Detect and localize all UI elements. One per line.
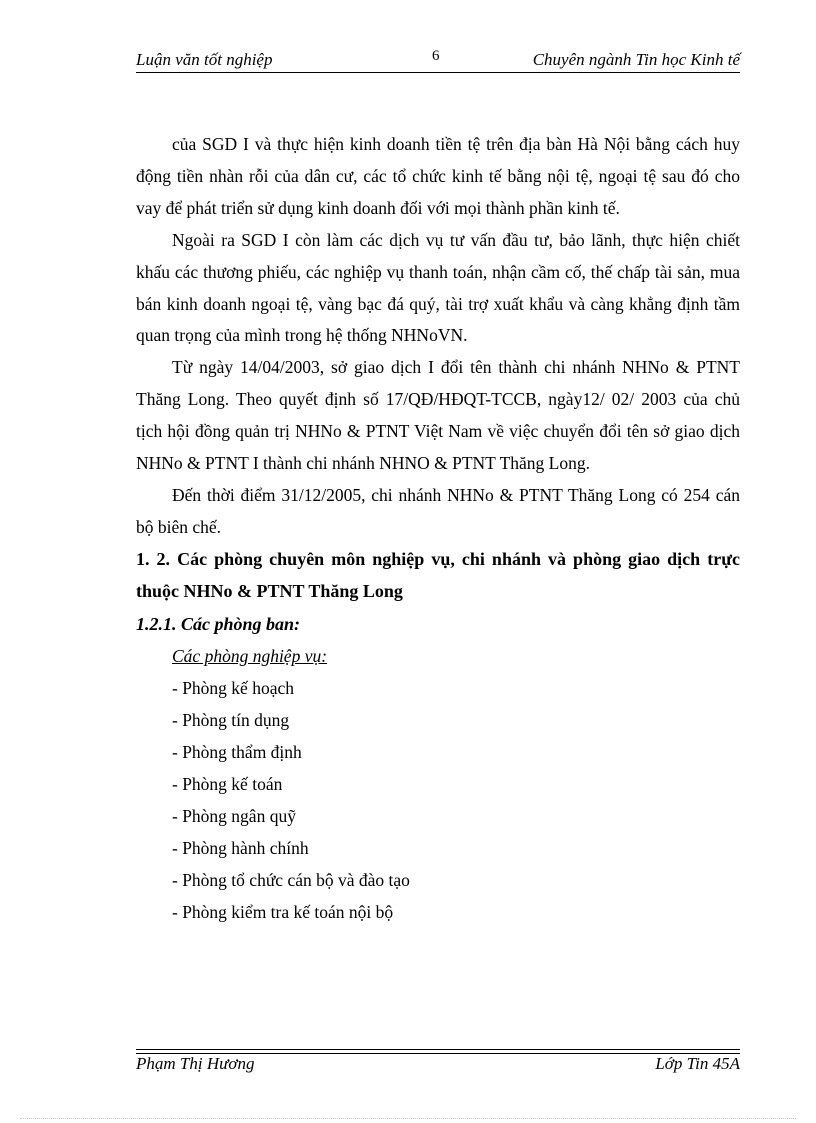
list-item: - Phòng hành chính — [172, 837, 309, 858]
paragraph-2: Ngoài ra SGD I còn làm các dịch vụ tư vấn đầu tư, bảo lãnh, thực hiện chiết khấu các thương phiếu, các nghiệp vụ thanh toán, nhận cầm cố, thế chấp tài sản, mua bán kinh doanh ngoại tệ, vàng bạc đá quý, tài trợ xuất khẩu và càng khẳng định tầm quan trọng của mình trong hệ thống NHNoVN. — [136, 229, 740, 346]
list-item: - Phòng kế hoạch — [172, 677, 294, 698]
footer-author: Phạm Thị Hương — [136, 1054, 255, 1073]
subsection-heading: 1.2.1. Các phòng ban: — [136, 613, 301, 634]
paragraph-4: Đến thời điểm 31/12/2005, chi nhánh NHNo & PTNT Thăng Long có 254 cán bộ biên chế. — [136, 484, 740, 537]
page-bottom-edge — [20, 1118, 796, 1119]
list-item: - Phòng kiểm tra kế toán nội bộ — [172, 901, 394, 922]
page-body — [136, 129, 740, 928]
footer-class: Lớp Tin 45A — [655, 1054, 740, 1073]
department-list — [136, 672, 740, 928]
paragraph-1: của SGD I và thực hiện kinh doanh tiền tệ trên địa bàn Hà Nội bằng cách huy động tiền nhàn rỗi của dân cư, các tổ chức kinh tế bằng nội tệ, ngoại tệ sau đó cho vay để phát triển sử dụng kinh doanh đối với mọi thành phần kinh tế. — [136, 134, 740, 218]
section-heading: 1. 2. Các phòng chuyên môn nghiệp vụ, chi nhánh và phòng giao dịch trực thuộc NHNo & PTNT Thăng Long — [136, 548, 740, 601]
header-thesis-label: Luận văn tốt nghiệp — [136, 50, 273, 69]
page-header — [136, 50, 740, 73]
page-number: 6 — [432, 48, 440, 64]
departments-label: Các phòng nghiệp vụ: — [172, 645, 328, 666]
list-item: - Phòng kế toán — [172, 773, 283, 794]
header-major-label: Chuyên ngành Tin học Kinh tế — [532, 50, 740, 69]
page-footer — [136, 1054, 740, 1076]
list-item: - Phòng thẩm định — [172, 741, 302, 762]
list-item: - Phòng tín dụng — [172, 709, 290, 730]
list-item: - Phòng ngân quỹ — [172, 805, 296, 826]
paragraph-3: Từ ngày 14/04/2003, sở giao dịch I đổi tên thành chi nhánh NHNo & PTNT Thăng Long. Theo quyết định số 17/QĐ/HĐQT-TCCB, ngày12/ 02/ 2003 của chủ tịch hội đồng quản trị NHNo & PTNT Việt Nam về việc chuyển đổi tên sở giao dịch NHNo & PTNT I thành chi nhánh NHNO & PTNT Thăng Long. — [136, 357, 740, 474]
list-item: - Phòng tổ chức cán bộ và đào tạo — [172, 869, 410, 890]
